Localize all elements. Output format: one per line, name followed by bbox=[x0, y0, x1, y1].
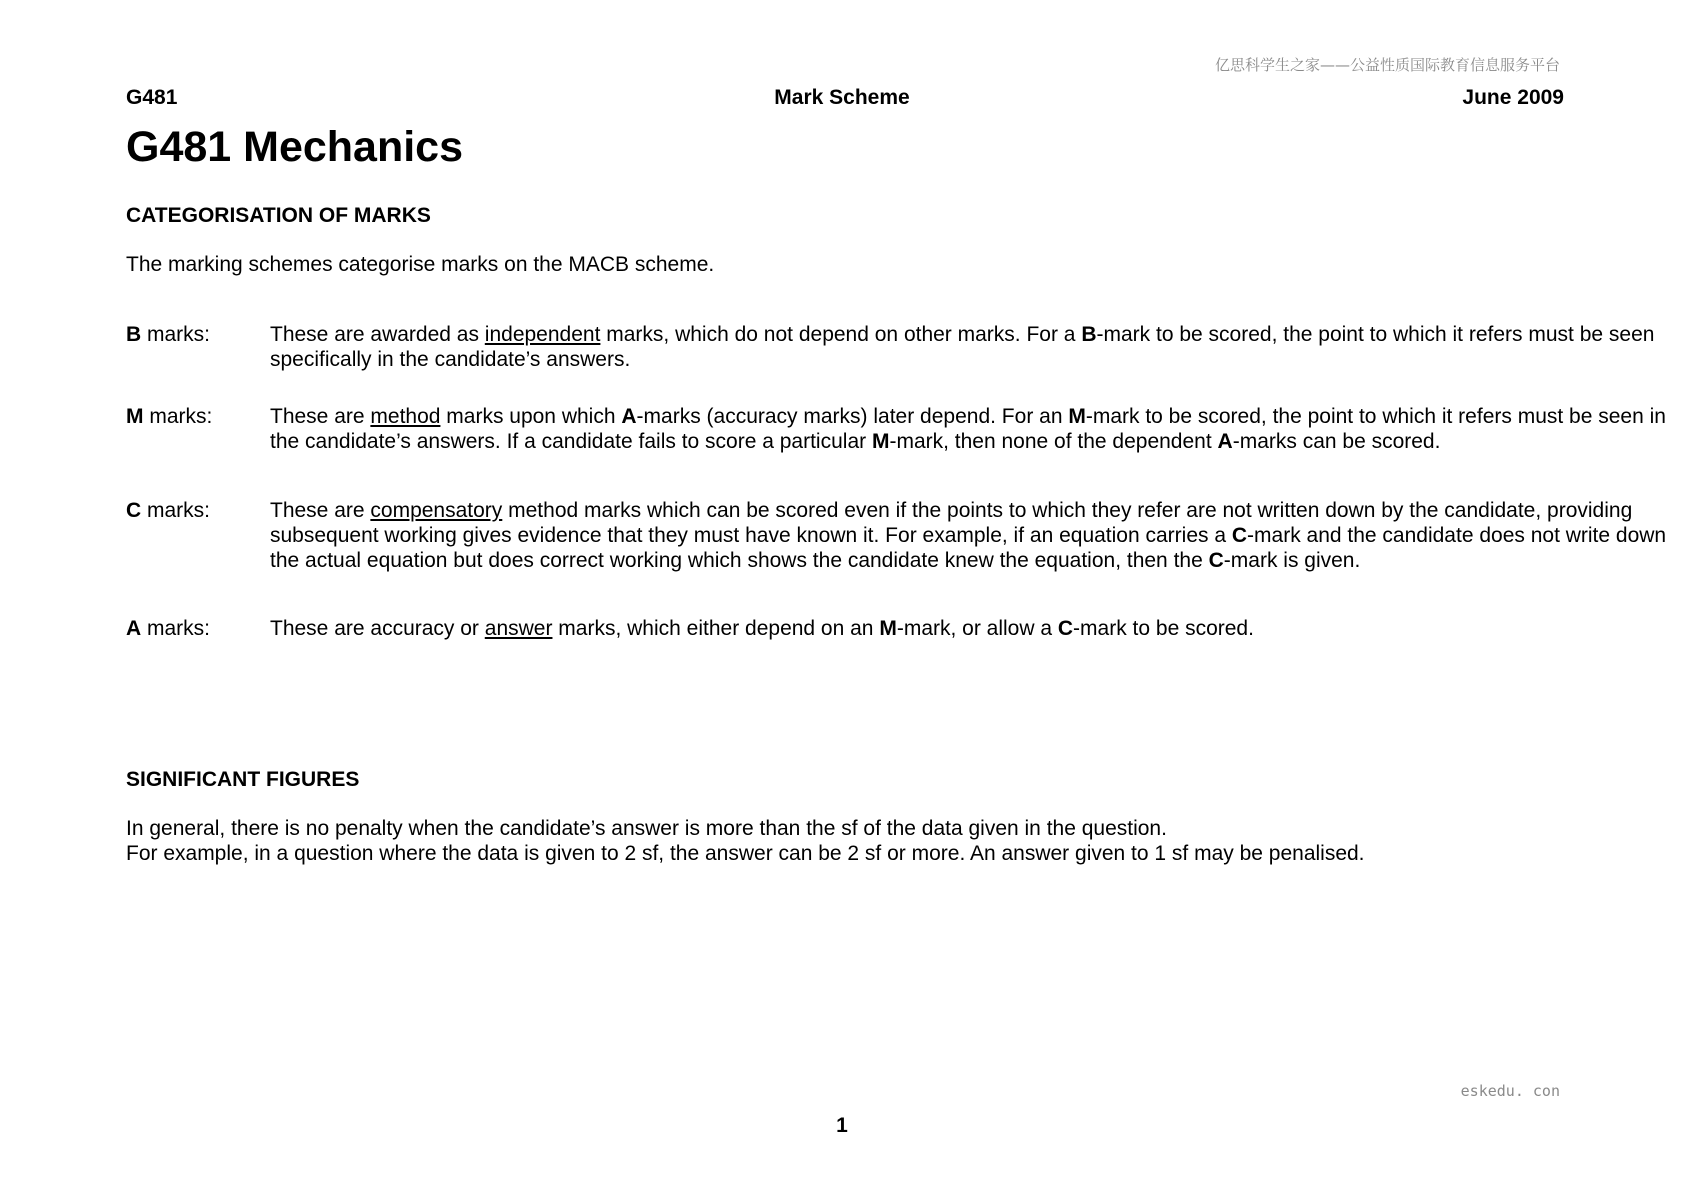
significant-figures-line-1: In general, there is no penalty when the candidate’s answer is more than the sf of the data given in the question. bbox=[126, 817, 1167, 840]
watermark-top: 亿思科学生之家——公益性质国际教育信息服务平台 bbox=[1214, 56, 1560, 74]
b-marks-label: B marks: bbox=[126, 323, 211, 346]
categorisation-heading: CATEGORISATION OF MARKS bbox=[126, 204, 431, 227]
header-paper-code: G481 bbox=[126, 86, 178, 109]
header-document-type: Mark Scheme bbox=[774, 86, 910, 109]
m-marks-label: M marks: bbox=[126, 405, 213, 428]
m-marks-description: These are method marks upon which A-marks (accuracy marks) later depend. For an M-mark to be scored, the point to which it refers must be seen in the candidate’s answers. If a candidate fails to score a particular M-mark, then none of the dependent A-marks can be scored. bbox=[270, 405, 1666, 453]
a-marks-label: A marks: bbox=[126, 617, 211, 640]
watermark-bottom: eskedu. con bbox=[1460, 1082, 1560, 1100]
b-marks-description: These are awarded as independent marks, which do not depend on other marks. For a B-mark to be scored, the point to which it refers must be seen specifically in the candidate’s answers. bbox=[270, 323, 1655, 371]
page-title: G481 Mechanics bbox=[126, 123, 464, 171]
significant-figures-heading: SIGNIFICANT FIGURES bbox=[126, 768, 360, 791]
page-number: 1 bbox=[836, 1114, 848, 1137]
categorisation-intro: The marking schemes categorise marks on the MACB scheme. bbox=[126, 253, 715, 276]
significant-figures-line-2: For example, in a question where the data is given to 2 sf, the answer can be 2 sf or more. An answer given to 1 sf may be penalised. bbox=[126, 842, 1365, 865]
c-marks-label: C marks: bbox=[126, 499, 211, 522]
c-marks-description: These are compensatory method marks which can be scored even if the points to which they refer are not written down by the candidate, providing subsequent working gives evidence that they must have known it. For example, if an equation carries a C-mark and the candidate does not write down the actual equation but does correct working which shows the candidate knew the equation, then the C-mark is given. bbox=[270, 499, 1667, 572]
a-marks-description: These are accuracy or answer marks, which either depend on an M-mark, or allow a C-mark to be scored. bbox=[270, 617, 1254, 640]
header-date: June 2009 bbox=[1462, 86, 1564, 109]
